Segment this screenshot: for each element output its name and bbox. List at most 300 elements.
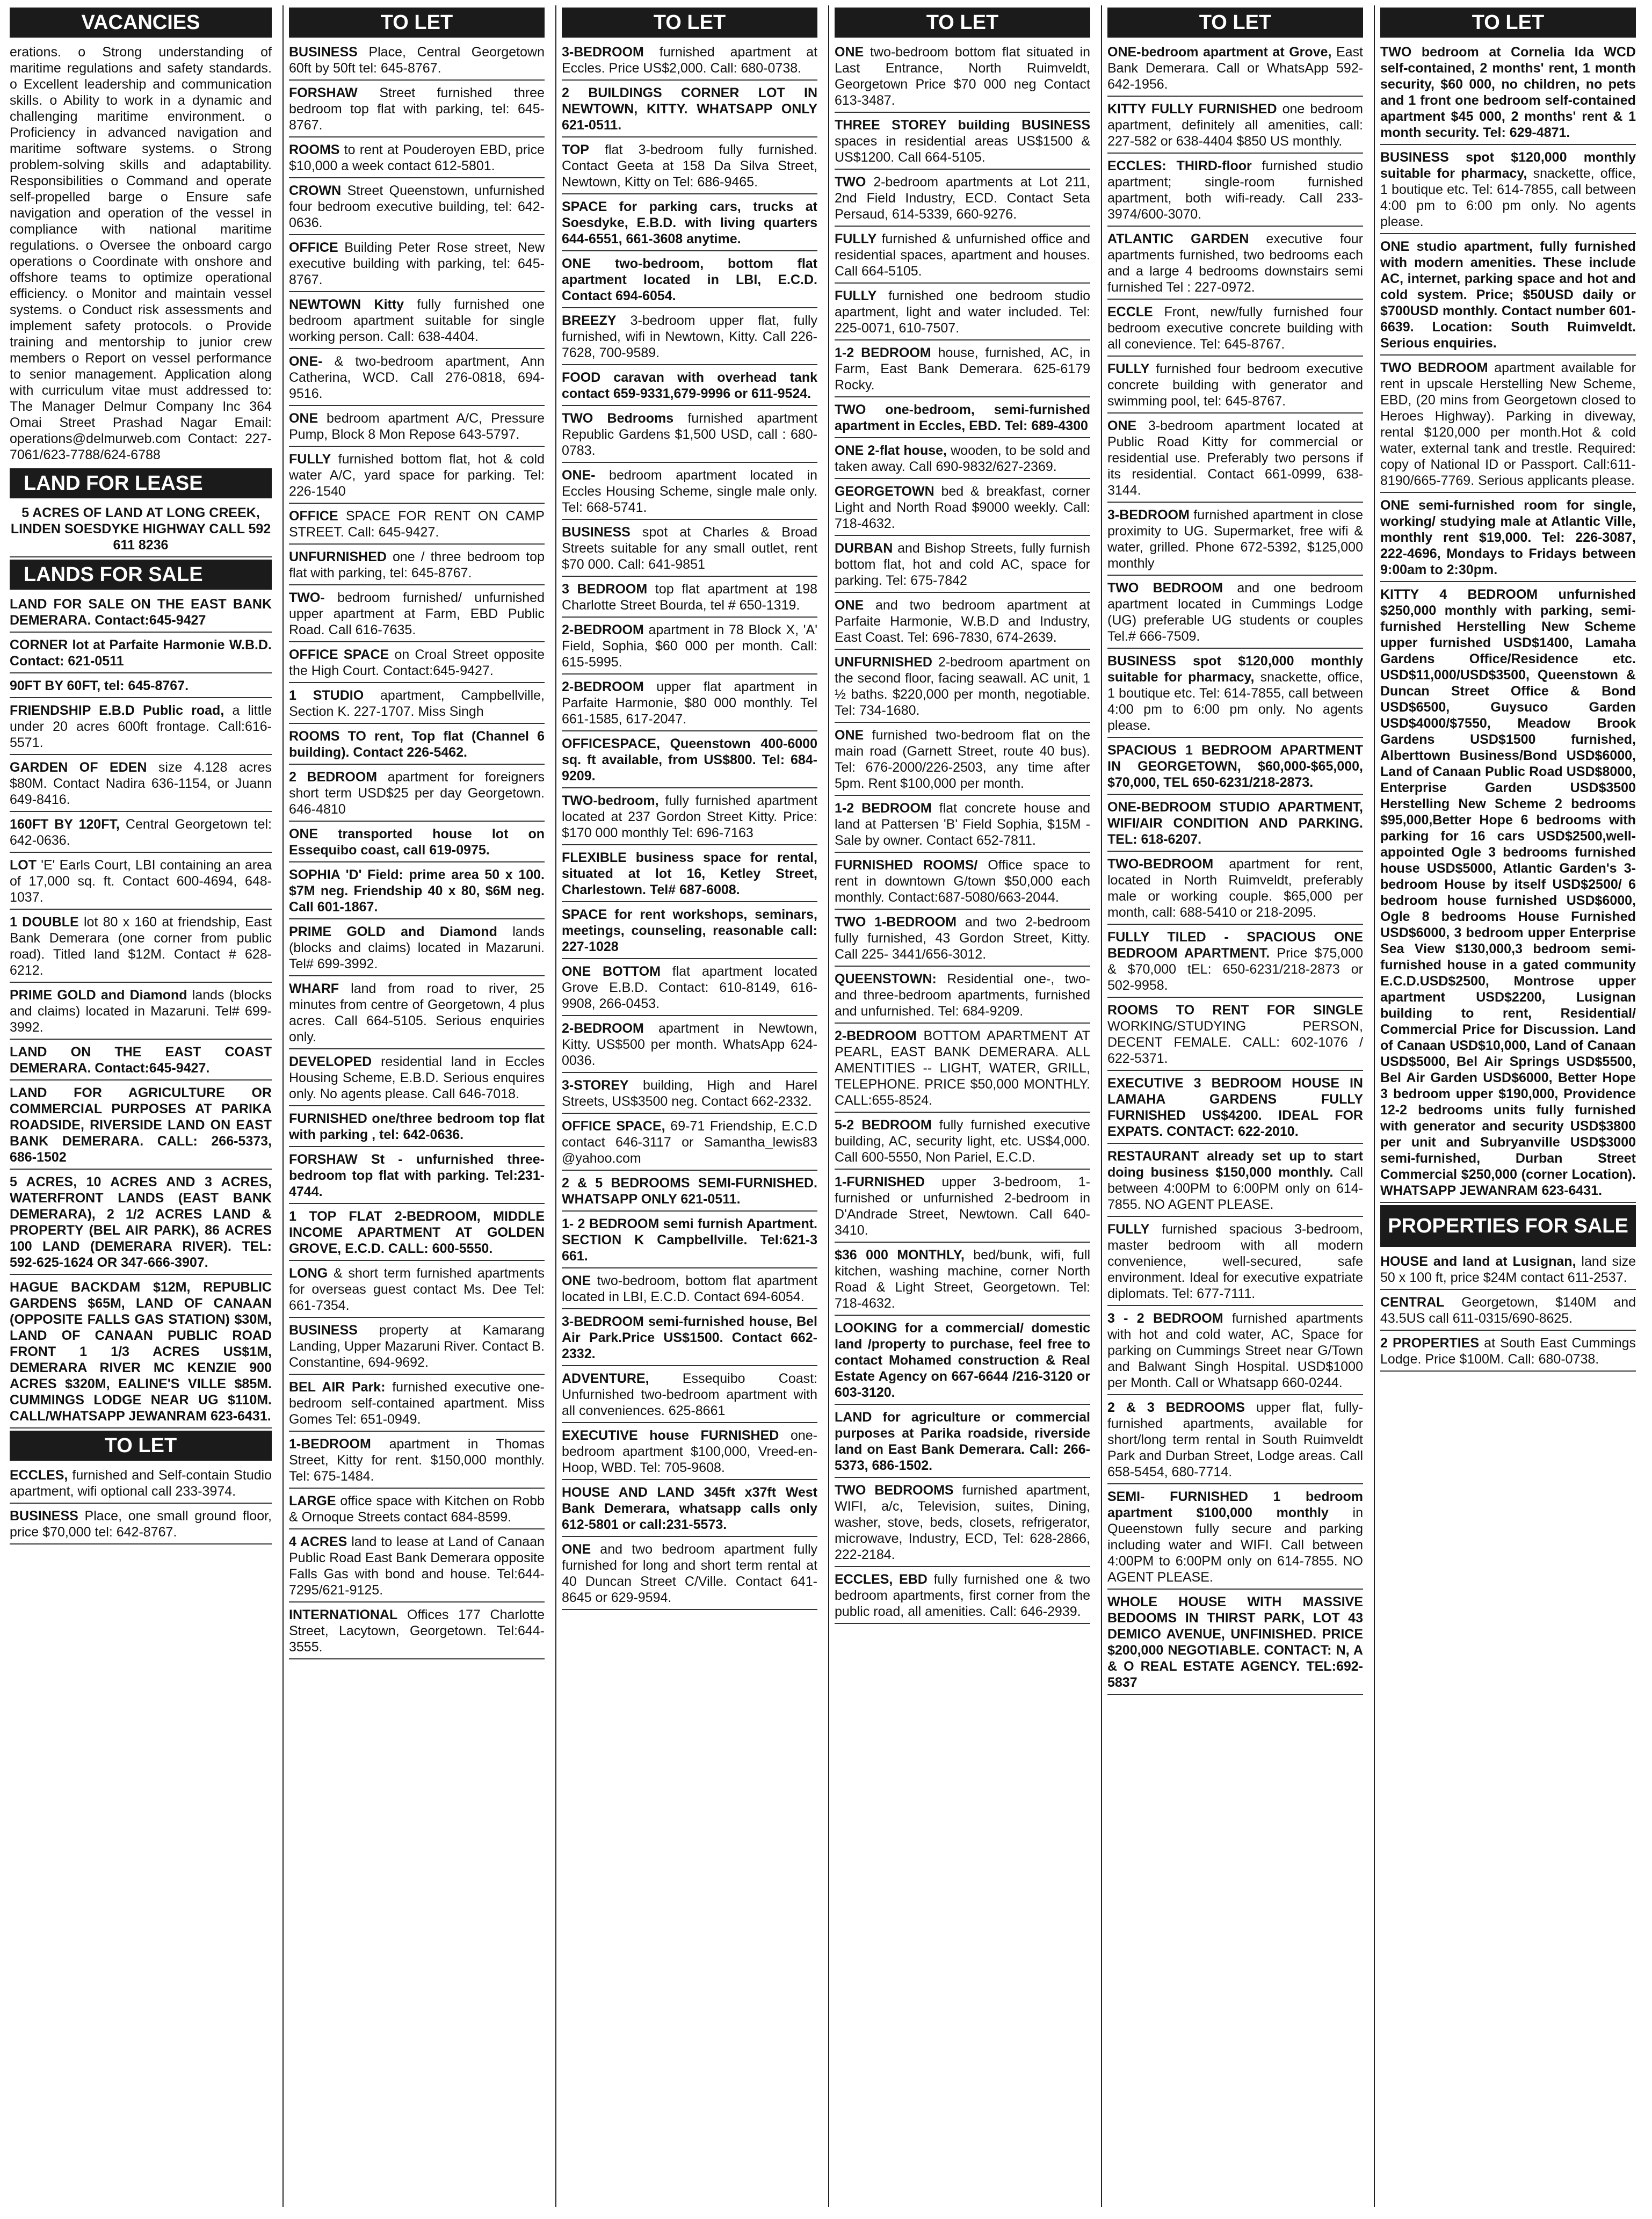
ad-lead: GEORGETOWN: [835, 484, 934, 499]
ad-lead: PRIME GOLD and Diamond: [289, 924, 497, 939]
ad-body: property at Kamarang Landing, Upper Mazaruni River. Contact B. Constantine, 694-9692.: [289, 1323, 545, 1370]
ad-body: HOUSE AND LAND 345ft x37ft West Bank Demerara, whatsapp calls only 612-5801 or call:231-5573.: [562, 1485, 817, 1532]
ad-body: on Croal Street opposite the High Court. Contact:645-9427.: [289, 647, 545, 678]
ad-body: Price $75,000 & $70,000 tEL: 650-6231/218-2873 or 502-9958.: [1107, 946, 1363, 993]
classified-ad: [10, 700, 272, 755]
ad-body: wooden, to be sold and taken away. Call 690-9832/627-2369.: [835, 443, 1090, 474]
classified-ad: [1107, 99, 1363, 154]
ad-body: BOTTOM APARTMENT AT PEARL, EAST BANK DEMERARA. ALL AMENTITIES -- LIGHT, WATER, GRILL, TELEPHONE. PRICE $50,000 MONTHLY. CALL:655-8524.: [835, 1028, 1090, 1108]
ad-lead: ONE-bedroom apartment at Grove,: [1107, 45, 1332, 60]
classified-ad: [1107, 1486, 1363, 1590]
ad-body: one bedroom apartment, definitely all amenities, call: 227-582 or 638-4404 $850 US monthly.: [1107, 101, 1364, 149]
classified-ad: [562, 253, 817, 308]
classified-ad: [10, 912, 272, 983]
ad-body: Central Georgetown tel: 642-0636.: [10, 817, 272, 848]
ad-lead: ONE-: [562, 468, 596, 483]
ad-body: ONE studio apartment, fully furnished with modern amenities. These include AC, internet, parking space and hot and cold system. Price; $50USD daily or $700USD monthly. Contact number 601-6639. Location: South Ruimveldt. Serious enquiries.: [1380, 239, 1636, 351]
classified-ad: [10, 814, 272, 853]
ad-body: 90FT BY 60FT, tel: 645-8767.: [10, 678, 189, 693]
ad-body: ONE transported house lot on Essequibo coast, call 619-0975.: [289, 826, 545, 858]
ad-body: erations. o Strong understanding of maritime regulations and safety standards. o Excellent leadership and communication skills. o Ability to work in a dynamic and challenging maritime environment. o Proficiency in advanced navigation and maritime software systems. o Strong problem-solving skills and adaptability. Responsibilities o Command and operate self-propelled barge o Ensure safe navigation and operation of the vessel in compliance with national maritime regulations. o Oversee the onboard cargo operations o Coordinate with onshore and offshore teams to optimize operational efficiency. o Monitor and maintain vessel systems. o Conduct risk assessments and implement safety protocols. o Provide training and mentorship to junior crew members o Report on vessel performance to senior management. Application along with curriculum vitae must addressed to: The Manager Delmur Company Inc 364 Omai Street Prashad Nagar Email: operations@delmurweb.com Contact: 227-7061/623-7788/624-6788: [10, 45, 272, 462]
classified-ad: [835, 652, 1090, 723]
classified-ad: [10, 855, 272, 910]
section-header: LANDS FOR SALE: [10, 560, 272, 590]
ad-body: bedroom apartment A/C, Pressure Pump, Block 8 Mon Repose 643-5797.: [289, 411, 545, 442]
ad-lead: KITTY FULLY FURNISHED: [1107, 101, 1277, 117]
classified-ad: [562, 1075, 817, 1114]
ad-body: apartment in Newtown, Kitty. US$500 per month. WhatsApp 624-0036.: [562, 1021, 817, 1068]
classified-ad: [835, 1569, 1090, 1624]
ad-body: ROOMS TO rent, Top flat (Channel 6 building). Contact 226-5462.: [289, 729, 545, 760]
ad-body: apartment for rent, located in North Ruimveldt, preferably male or working couple. $65,000 per month, call: 688-5410 or 218-2095.: [1107, 857, 1363, 920]
ad-lead: 2-BEDROOM: [562, 1021, 644, 1036]
ad-body: Place, Central Georgetown 60ft by 50ft tel: 645-8767.: [289, 45, 545, 76]
ad-lead: 2-BEDROOM: [562, 622, 644, 637]
classified-ad: [562, 579, 817, 618]
classified-ad: [835, 538, 1090, 593]
classified-ad: [835, 229, 1090, 284]
ad-lead: 3 BEDROOM: [562, 582, 648, 597]
classified-ad: [1380, 1333, 1636, 1372]
classified-ad: [289, 1149, 545, 1204]
ad-body: snackette, office, 1 boutique etc. Tel: 614-7855, call between 4:00 pm to 6:00 pm only. No agents please.: [1107, 670, 1363, 733]
classified-ad: [1107, 156, 1363, 227]
classified-ad: [1107, 854, 1363, 925]
ad-body: furnished one bedroom studio apartment, light and water included. Tel: 225-0071, 610-7507.: [835, 288, 1090, 336]
classified-ad: [1380, 1251, 1636, 1290]
ad-body: size 4.128 acres $80M. Contact Nadira 636-1154, or Juann 649-8416.: [10, 760, 272, 807]
classified-ad: [562, 140, 817, 194]
ad-lead: 3-BEDROOM: [562, 45, 644, 60]
classified-ad: [289, 237, 545, 292]
classified-ad: [10, 676, 272, 698]
ad-lead: ECCLES,: [10, 1468, 68, 1483]
classified-ad: [289, 449, 545, 504]
classified-ad: [289, 978, 545, 1049]
classified-ad: [1380, 42, 1636, 145]
ad-body: ONE two-bedroom, bottom flat apartment located in LBI, E.C.D. Contact 694-6054.: [562, 256, 817, 303]
classified-ad: [289, 1108, 545, 1147]
ad-body: Offices 177 Charlotte Street, Lacytown, Georgetown. Tel:644-3555.: [289, 1607, 545, 1655]
section-header: TO LET: [835, 8, 1090, 38]
classified-ad: [1380, 495, 1636, 582]
ad-lead: 160FT BY 120FT,: [10, 817, 120, 832]
ad-body: LAND for agriculture or commercial purposes at Parika roadside, riverside land on East Bank Demerara. Call: 266-5373, 686-1502.: [835, 1410, 1090, 1473]
classified-ad: [10, 42, 272, 466]
ad-body: fully furnished apartment located at 237 Gordon Street Kitty. Price: $170 000 monthly Tel: 696-7163: [562, 793, 817, 840]
classified-ad: [1107, 359, 1363, 414]
ad-body: TWO one-bedroom, semi-furnished apartment in Eccles, EBD. Tel: 689-4300: [835, 402, 1090, 433]
classified-ad: [289, 824, 545, 862]
ad-body: TWO bedroom at Cornelia Ida WCD self-contained, 2 months' rent, 1 month security, $60 000, no children, no pets and 1 front one bedroom self-contained apartment $45 000, 2 months' rent & 1 month security. Tel: 629-4871.: [1380, 45, 1636, 140]
ad-lead: TWO 1-BEDROOM: [835, 915, 957, 930]
classified-ad: [289, 1605, 545, 1659]
classified-ad: [835, 172, 1090, 227]
ad-lead: EXECUTIVE house FURNISHED: [562, 1428, 779, 1443]
ad-body: at South East Cummings Lodge. Price $100M. Call: 680-0738.: [1380, 1336, 1636, 1367]
ad-body: Front, new/fully furnished four bedroom executive concrete building with all conevience. Tel: 645-8767.: [1107, 304, 1363, 352]
ad-lead: ATLANTIC GARDEN: [1107, 231, 1249, 246]
ad-body: 69-71 Friendship, E.C.D contact 646-3117 or Samantha_lewis83 @yahoo.com: [562, 1119, 817, 1166]
classified-ad: [562, 1116, 817, 1171]
ad-lead: 2-BEDROOM: [835, 1028, 917, 1043]
ad-body: 1- 2 BEDROOM semi furnish Apartment. SECTION K Campbellville. Tel:621-3 661.: [562, 1216, 817, 1264]
ad-body: East Bank Demerara. Call or WhatsApp 592-642-1956.: [1107, 45, 1363, 92]
ad-body: EXECUTIVE 3 BEDROOM HOUSE IN LAMAHA GARDENS FULLY FURNISHED US$4200. IDEAL FOR EXPATS. CONTACT: 622-2010.: [1107, 1076, 1363, 1139]
column-4: [828, 5, 1096, 2207]
ad-lead: 3-BEDROOM: [1107, 507, 1190, 523]
ad-body: residential land in Eccles Housing Scheme, E.B.D. Serious enquires only. No agents please. Call 646-7018.: [289, 1054, 545, 1101]
ad-body: lands (blocks and claims) located in Mazaruni. Tel# 699-3992.: [289, 924, 545, 971]
ad-lead: BUSINESS spot $120,000 monthly suitable for pharmacy,: [1107, 654, 1363, 685]
classified-ad: [10, 1172, 272, 1275]
classified-ad: [1107, 740, 1363, 795]
ad-body: furnished and Self-contain Studio apartment, wifi optional call 233-3974.: [10, 1468, 272, 1499]
ad-lead: 1-BEDROOM: [289, 1437, 371, 1452]
ad-lead: LONG: [289, 1266, 328, 1281]
ad-lead: TWO BEDROOM: [1380, 360, 1488, 375]
ad-lead: TWO-bedroom,: [562, 793, 659, 808]
classified-ad: [1107, 1000, 1363, 1071]
ad-lead: 2-BEDROOM: [562, 679, 644, 694]
ad-lead: ONE: [835, 45, 864, 60]
ad-lead: BUSINESS: [289, 1323, 358, 1338]
ad-body: SPACIOUS 1 BEDROOM APARTMENT IN GEORGETOWN, $60,000-$65,000, $70,000, TEL 650-6231/218-2873.: [1107, 743, 1363, 790]
ad-body: to rent at Pouderoyen EBD, price $10,000 a week contact 612-5801.: [289, 142, 545, 173]
ad-body: snackette, office, 1 boutique etc. Tel: 614-7855, call between 4:00 pm to 6:00 pm only. No agents please.: [1380, 166, 1636, 229]
ad-body: two-bedroom bottom flat situated in Last Entrance, North Ruimveldt, Georgetown Price $70 000 neg Contact 613-3487.: [835, 45, 1090, 108]
ad-lead: HOUSE and land at Lusignan,: [1380, 1254, 1576, 1269]
ad-body: apartment for foreigners short term USD$25 per day Georgetown. 646-4810: [289, 770, 545, 817]
ad-body: and two bedroom apartment at Parfaite Harmonie, W.B.D and Industry, East Coast. Tel: 696-7830, 674-2639.: [835, 598, 1090, 645]
classified-ad: [835, 969, 1090, 1024]
ad-lead: BUSINESS: [562, 525, 631, 540]
ad-body: WORKING/STUDYING PERSON, DECENT FEMALE. CALL: 602-1076 / 622-5371.: [1107, 1019, 1363, 1066]
ad-body: 2 & 5 BEDROOMS SEMI-FURNISHED. WHATSAPP ONLY 621-0511.: [562, 1176, 817, 1207]
ad-body: FORSHAW St - unfurnished three-bedroom top flat with parking. Tel:231-4744.: [289, 1152, 545, 1199]
ad-lead: ECCLE: [1107, 304, 1153, 320]
ad-body: upper flat, fully-furnished apartments, available for short/long term rental in South Ruimveldt Park and Durban Street, Lodge areas. Call 658-5454, 680-7714.: [1107, 1400, 1363, 1480]
ad-lead: 1-2 BEDROOM: [835, 345, 931, 360]
ad-body: spaces in residential areas US$1500 & US$1200. Call 664-5105.: [835, 134, 1090, 165]
ad-body: LOOKING for a commercial/ domestic land /property to purchase, feel free to contact Mohamed construction & Real Estate Agency on 667-6644 /216-3120 or 603-3120.: [835, 1321, 1090, 1400]
ad-body: furnished apartment at Eccles. Price US$2,000. Call: 680-0738.: [562, 45, 817, 76]
classified-ad: [562, 847, 817, 902]
ad-lead: 1 DOUBLE: [10, 915, 79, 930]
classified-ad: [835, 798, 1090, 853]
ad-body: land size 50 x 100 ft, price $24M contact 611-2537.: [1380, 1254, 1636, 1285]
classified-ad: [10, 503, 272, 557]
ad-lead: OFFICE: [289, 509, 338, 524]
classified-ad: [289, 726, 545, 765]
ad-body: 3-BEDROOM semi-furnished house, Bel Air Park.Price US$1500. Contact 662-2332.: [562, 1314, 817, 1361]
classified-ad: [10, 594, 272, 633]
ad-body: FLEXIBLE business space for rental, situated at lot 16, Ketley Street, Charlestown. Tel# 687-6008.: [562, 850, 817, 897]
ad-lead: 2 & 3 BEDROOMS: [1107, 1400, 1245, 1415]
ad-body: SPACE for parking cars, trucks at Soesdyke, E.B.D. with living quarters 644-6551, 661-3608 anytime.: [562, 199, 817, 246]
classified-ad: [1380, 584, 1636, 1203]
ad-lead: LARGE: [289, 1493, 336, 1509]
ad-body: apartment available for rent in upscale Herstelling New Scheme, EBD, (20 mins from Georgetown closed to Heroes Highway). Parking in diveway, rental $120,000 per month.Hot & cold water, external tank and trestle. Required: copy of National ID or Passport. Call:611-8190/665-7769. Serious applicants please.: [1380, 360, 1636, 488]
ad-lead: ONE: [289, 411, 318, 426]
classified-ad: [835, 1172, 1090, 1243]
ad-lead: RESTAURANT already set up to start doing business $150,000 monthly.: [1107, 1149, 1363, 1180]
ad-lead: OFFICE SPACE: [289, 647, 389, 662]
ad-lead: CENTRAL: [1380, 1295, 1445, 1310]
ad-lead: FULLY: [835, 288, 877, 303]
section-header: TO LET: [1380, 8, 1636, 38]
ad-body: FURNISHED one/three bedroom top flat with parking , tel: 642-0636.: [289, 1111, 545, 1142]
ad-lead: OFFICE: [289, 240, 338, 255]
classified-ad: [562, 367, 817, 406]
ad-body: Street furnished three bedroom top flat with parking, tel: 645-8767.: [289, 85, 545, 133]
ad-body: house, furnished, AC, in Farm, East Bank Demerara. 625-6179 Rocky.: [835, 345, 1090, 393]
classified-ad: [562, 791, 817, 845]
ad-body: ONE-BEDROOM STUDIO APARTMENT, WIFI/AIR CONDITION AND PARKING. TEL: 618-6207.: [1107, 800, 1363, 847]
ad-lead: BEL AIR Park:: [289, 1380, 386, 1395]
classified-ad: [289, 294, 545, 349]
classified-ad: [562, 961, 817, 1016]
ad-body: office space with Kitchen on Robb & Ornoque Streets contact 684-8599.: [289, 1493, 545, 1525]
classified-ad: [835, 115, 1090, 170]
ad-body: fully furnished executive building, AC, security light, etc. US$4,000. Call 600-5550, Non Pariel, E.C.D.: [835, 1118, 1090, 1165]
classified-ad: [562, 408, 817, 463]
classified-ad: [562, 620, 817, 675]
ad-body: furnished spacious 3-bedroom, master bedroom with all modern convenience, well-secured, safe environment. Ideal for executive expatriate diplomats. Tel: 677-7111.: [1107, 1222, 1363, 1301]
section-header: VACANCIES: [10, 8, 272, 38]
classified-ad: [1107, 797, 1363, 852]
ad-lead: 1 STUDIO: [289, 688, 364, 703]
ad-body: apartment in Thomas Street, Kitty for rent. $150,000 monthly. Tel: 675-1484.: [289, 1437, 545, 1484]
ad-body: furnished two-bedroom flat on the main road (Garnett Street, route 40 bus). Tel: 676-2000/226-2503, any time after 5pm. Rent $100,000 per month.: [835, 728, 1090, 791]
ad-lead: TWO BEDROOM: [1107, 581, 1223, 596]
ad-body: furnished four bedroom executive concrete building with generator and swimming pool, tel: 645-8767.: [1107, 361, 1363, 409]
ad-lead: ONE: [1107, 418, 1137, 433]
ad-lead: THREE STOREY building BUSINESS: [835, 118, 1090, 133]
classified-ad: [289, 1377, 545, 1432]
ad-lead: OFFICE SPACE,: [562, 1119, 665, 1134]
ad-body: 5 ACRES OF LAND AT LONG CREEK, LINDEN SOESDYKE HIGHWAY CALL 592 611 8236: [10, 505, 271, 553]
ad-body: bed/bunk, wifi, full kitchen, washing machine, corner North Road & Light Street, Georgetown. Tel: 718-4632.: [835, 1248, 1090, 1311]
classified-ad: [1380, 147, 1636, 234]
ad-body: 3-bedroom upper flat, fully furnished, wifi in Newtown, Kitty. Call 226-7628, 700-9589.: [562, 313, 817, 360]
ad-body: apartment, Campbellville, Section K. 227-1707. Miss Singh: [289, 688, 545, 719]
classified-ad: [10, 1277, 272, 1428]
ad-lead: FULLY: [289, 452, 331, 467]
ad-lead: 1-2 BEDROOM: [835, 801, 932, 816]
classified-ad: [289, 547, 545, 585]
ad-body: executive four apartments furnished, two bedrooms each and a large 4 bedrooms downstairs semi furnished Tel : 227-0972.: [1107, 231, 1363, 295]
ad-lead: 3 - 2 BEDROOM: [1107, 1311, 1223, 1326]
ad-body: furnished apartment, WIFI, a/c, Television, suites, Dining, washer, stove, beds, closets, refrigerator, microwave, Industry, ECD, Tel: 628-2866, 222-2184.: [835, 1483, 1090, 1562]
ad-body: Georgetown, $140M and 43.5US call 611-0315/690-8625.: [1380, 1295, 1636, 1326]
classified-ad: [562, 83, 817, 137]
ad-body: 2-bedroom apartments at Lot 211, 2nd Field Industry, ECD. Contact Seta Persaud, 614-5339, 660-9276.: [835, 175, 1090, 222]
classified-ad: [289, 685, 545, 724]
classified-ad: [1107, 1397, 1363, 1484]
ad-lead: NEWTOWN Kitty: [289, 297, 404, 312]
classified-ad: [835, 1115, 1090, 1170]
classified-ad: [289, 1320, 545, 1375]
classified-ad: [289, 408, 545, 447]
ad-lead: 5-2 BEDROOM: [835, 1118, 932, 1133]
ad-lead: 4 ACRES: [289, 1534, 347, 1549]
ad-lead: 1-FURNISHED: [835, 1174, 925, 1190]
ad-lead: FULLY TILED - SPACIOUS ONE BEDROOM APARTMENT.: [1107, 930, 1363, 961]
ad-lead: ECCLES: THIRD-floor: [1107, 158, 1252, 173]
column-6: [1374, 5, 1641, 2207]
ad-lead: BUSINESS: [289, 45, 358, 60]
section-header: TO LET: [562, 8, 817, 38]
classified-ad: [1107, 302, 1363, 357]
classified-ad: [1107, 651, 1363, 738]
ad-lead: ADVENTURE,: [562, 1371, 649, 1386]
ad-body: top flat apartment at 198 Charlotte Street Bourda, tel # 650-1319.: [562, 582, 817, 613]
classified-ad: [835, 343, 1090, 397]
ad-body: & two-bedroom apartment, Ann Catherina, WCD. Call 276-0818, 694-9516.: [289, 354, 545, 401]
ad-lead: TOP: [562, 142, 589, 157]
ad-body: 2-bedroom apartment on the second floor, facing seawall. AC unit, 1 ½ baths. $220,000 per month, negotiable. Tel: 734-1680.: [835, 655, 1090, 718]
ad-body: Office space to rent in downtown G/town $50,000 each monthly. Contact:687-5080/663-2044.: [835, 858, 1090, 905]
ad-body: lot at Parfaite Harmonie W.B.D. Contact: 621-0511: [10, 637, 272, 669]
ad-lead: LOT: [10, 858, 37, 873]
ad-body: lands (blocks and claims) located in Mazaruni. Tel# 699-3992.: [10, 988, 272, 1035]
classified-ad: [1107, 578, 1363, 649]
classified-ad: [835, 286, 1090, 340]
classified-ad: [835, 440, 1090, 479]
classified-ad: [289, 644, 545, 683]
ad-body: WHOLE HOUSE WITH MASSIVE BEDOOMS IN THIRST PARK, LOT 43 DEMICO AVENUE, UNFINISHED. PRICE $200,000 NEGOTIABLE. CONTACT: N, A & O REAL ESTATE AGENCY. TEL:692-5837: [1107, 1594, 1363, 1690]
classified-ad: [1107, 42, 1363, 97]
ad-lead: WHARF: [289, 981, 339, 996]
classified-ad: [835, 912, 1090, 967]
ad-lead: ONE: [562, 1273, 591, 1288]
classified-ad: [835, 481, 1090, 536]
classified-ad: [289, 767, 545, 822]
classified-ad: [562, 1214, 817, 1268]
classified-ad: [10, 1506, 272, 1544]
ad-body: furnished apartments with hot and cold water, AC, Space for parking on Cummings Street near G/Town and Balwant Singh Hospital. USD$1000 per Month. Call or Whatsapp 660-0244.: [1107, 1311, 1363, 1390]
ad-lead: FURNISHED ROOMS/: [835, 858, 978, 873]
ad-body: upper flat apartment in Parfaite Harmonie, $80 000 monthly. Tel 661-1585, 617-2047.: [562, 679, 817, 727]
classified-ad: [835, 855, 1090, 910]
classified-ad: [10, 1465, 272, 1504]
ad-lead: INTERNATIONAL: [289, 1607, 398, 1622]
ad-body: flat apartment located Grove E.B.D. Contact: 610-8149, 616-9908, 266-0453.: [562, 964, 818, 1011]
ad-body: two-bedroom, bottom flat apartment located in LBI, E.C.D. Contact 694-6054.: [562, 1273, 817, 1304]
classified-ad: [1107, 927, 1363, 998]
ad-lead: DURBAN: [835, 541, 893, 556]
ad-body: FOOD caravan with overhead tank contact 659-9331,679-9996 or 611-9524.: [562, 370, 817, 401]
ad-body: ONE semi-furnished room for single, working/ studying male at Atlantic Ville, monthly rent $19,000. Tel: 226-3087, 222-4696, Mondays to Fridays between 9:00am to 2:30pm.: [1380, 498, 1636, 577]
ad-lead: TWO: [835, 175, 866, 190]
ad-body: OFFICESPACE, Queenstown 400-6000 sq. ft available, from US$800. Tel: 684-9209.: [562, 736, 817, 784]
ad-lead: GARDEN OF EDEN: [10, 760, 147, 775]
ad-body: furnished studio apartment; single-room furnished apartment, both wifi-ready. Call 233-3974/600-3070.: [1107, 158, 1363, 222]
ad-body: land to lease at Land of Canaan Public Road East Bank Demerara opposite Falls Gas with bond and house. Tel:644-7295/621-9125.: [289, 1534, 545, 1598]
classified-ad: [10, 1042, 272, 1081]
ad-body: HAGUE BACKDAM $12M, REPUBLIC GARDENS $65M, LAND OF CANAAN (OPPOSITE FALLS GAS STATION) $30M, LAND OF CANAAN PUBLIC ROAD FRONT 1 1/3 ACRES US$1M, DEMERARA RIVER MC KENZIE 900 ACRES $320M, EALINE'S VILLE $85M. CUMMINGS LODGE NEAR UG $110M. CALL/WHATSAPP JEWANRAM 623-6431.: [10, 1280, 272, 1424]
ad-lead: UNFURNISHED: [835, 655, 932, 670]
classified-ad: [289, 1491, 545, 1529]
ad-lead: ONE: [835, 728, 864, 743]
ad-lead: ONE-: [289, 354, 323, 369]
classified-ad: [289, 180, 545, 235]
classified-ad: [562, 1482, 817, 1537]
classified-ad: [835, 1318, 1090, 1405]
ad-body: and one bedroom apartment located in Cummings Lodge (UG) preferable UG students or couples Tel.# 666-7509.: [1107, 581, 1363, 644]
classified-ad: [1107, 1308, 1363, 1395]
ad-body: bedroom furnished/ unfurnished upper apartment at Farm, EBD Public Road. Call 616-7635.: [289, 590, 545, 637]
ad-body: 5 ACRES, 10 ACRES AND 3 ACRES, WATERFRONT LANDS (EAST BANK DEMERARA), 2 1/2 ACRES LAND & PROPERTY (BEL AIR PARK), 86 ACRES 100 LAND (DEMERARA RIVER). TEL: 592-625-1624 OR 347-666-3907.: [10, 1174, 272, 1270]
ad-body: fully furnished one & two bedroom apartments, first corner from the public road, all amenities. Call: 646-2939.: [835, 1572, 1090, 1619]
ad-lead: TWO-BEDROOM: [1107, 857, 1214, 872]
column-2: [282, 5, 550, 2207]
ad-body: & short term furnished apartments for overseas guest contact Ms. Dee Tel: 661-7354.: [289, 1266, 545, 1313]
ad-body: furnished bottom flat, hot & cold water A/C, yard space for parking. Tel: 226-1540: [289, 452, 545, 499]
ad-lead: ROOMS TO RENT FOR SINGLE: [1107, 1003, 1363, 1018]
section-header: TO LET: [289, 8, 545, 38]
classified-ad: [10, 757, 272, 812]
section-header: TO LET: [10, 1431, 272, 1461]
classifieds-page: [10, 5, 1642, 2207]
ad-body: Street Queenstown, unfurnished four bedroom executive building, tel: 642-0636.: [289, 183, 545, 230]
classified-ad: [289, 1532, 545, 1602]
ad-body: a little under 20 acres 600ft frontage. Call:616-5571.: [10, 703, 272, 750]
classified-ad: [562, 677, 817, 731]
classified-ad: [289, 83, 545, 137]
column-3: [555, 5, 823, 2207]
ad-body: 'E' Earls Court, LBI containing an area of 17,000 sq. ft. Contact 600-4694, 648-1037.: [10, 858, 272, 905]
ad-body: furnished apartment in close proximity to UG. Supermarket, free wifi & water, grilled. Phone 672-5392, $125,000 monthly: [1107, 507, 1363, 571]
ad-body: upper 3-bedroom, 1-furnished or unfurnished 2-bedroom in D'Andrade Street, Newtown. Call 640-3410.: [835, 1174, 1091, 1238]
ad-lead: ONE BOTTOM: [562, 964, 661, 979]
ad-lead: ONE 2-flat house,: [835, 443, 947, 458]
classified-ad: [289, 922, 545, 976]
classified-ad: [562, 197, 817, 251]
ad-lead: 3-STOREY: [562, 1078, 629, 1093]
ad-body: in Queenstown fully secure and parking including water and WIFI. Call between 4:00PM to 6:00PM only on 614-7855. NO AGENT PLEASE.: [1107, 1505, 1363, 1585]
classified-ad: [835, 1245, 1090, 1316]
classified-ad: [289, 1052, 545, 1106]
classified-ad: [1107, 229, 1363, 300]
ad-body: Call between 4:00PM to 6:00PM only on 614-7855. NO AGENT PLEASE.: [1107, 1165, 1363, 1212]
classified-ad: [10, 1083, 272, 1170]
ad-body: LAND FOR AGRICULTURE OR COMMERCIAL PURPOSES AT PARIKA ROADSIDE, RIVERSIDE LAND ON EAST BANK DEMERARA. CALL: 266-5373, 686-1502: [10, 1085, 272, 1165]
ad-body: lot 80 x 160 at friendship, East Bank Demerara (one corner from public road). Titled land $12M. Contact # 628-6212.: [10, 915, 272, 978]
classified-ad: [562, 522, 817, 577]
ad-body: SPACE for rent workshops, seminars, meetings, counseling, reasonable call: 227-1028: [562, 907, 817, 954]
section-header: PROPERTIES FOR SALE: [1380, 1205, 1636, 1247]
ad-body: 1 TOP FLAT 2-BEDROOM, MIDDLE INCOME APARTMENT AT GOLDEN GROVE, E.C.D. CALL: 600-5550.: [289, 1209, 545, 1256]
classified-ad: [289, 1263, 545, 1318]
classified-ad: [562, 1173, 817, 1212]
ad-body: and Bishop Streets, fully furnish bottom flat, hot and cold AC, space for parking. Tel: 675-7842: [835, 541, 1090, 588]
classified-ad: [562, 465, 817, 520]
ad-body: land from road to river, 25 minutes from centre of Georgetown, 4 plus acres. Call 664-5105. Serious enquiries only.: [289, 981, 545, 1045]
classified-ad: [289, 506, 545, 545]
classified-ad: [562, 310, 817, 365]
classified-ad: [835, 1407, 1090, 1478]
ad-body: KITTY 4 BEDROOM unfurnished $250,000 monthly with parking, semi-furnished Herstelling New Scheme upper furnished USD$1400, Lamaha Gardens Office/Residence etc. USD$11,000/USD$3500, Queenstown & Duncan Street Office & Bond USD$6500, Guysuco Garden USD$4000/$7550, Meadow Brook Gardens USD$1500 furnished, Alberttown Business/Bond USD$6000, Land of Canaan Public Road USD$8000, Enterprise Garden USD$3500 Herstelling New Scheme 2 bedrooms $95,000,Better Hope 6 bedrooms with parking for 16 cars USD$2500,well-appointed Ogle 3 bedrooms furnished house USD$5000, Atlantic Garden's 3-bedroom House by itself USD$2500/ 6 bedroom house furnished USD$6000, Ogle 8 bedrooms House Furnished USD$6000, 3 bedroom upper Enterprise Sea View $130,000,3 bedroom semi-furnished house in a gated community E.C.D.USD$2500, Montrose upper apartment USD$2200, Lusignan building to rent, Residential/ Commercial Price for Discussion. Land of Canaan USD$10,000, Land of Canaan USD$5000, Bel Air Springs USD$5500, Bel Air Garden USD$6000, Better Hope 3 bedroom upper $190,000, Providence 12-2 bedrooms units fully furnished with generator and security USD$3800 per unit and Subryanville USD$3000 semi-furnished, Durban Street Commercial $250,000 (corner Location). WHATSAPP JEWANRAM 623-6431.: [1380, 587, 1636, 1198]
classified-ad: [289, 42, 545, 81]
classified-ad: [1380, 236, 1636, 356]
ad-lead: FULLY: [1107, 1222, 1150, 1237]
ad-body: building, High and Harel Streets, US$3500 neg. Contact 662-2332.: [562, 1078, 817, 1109]
ad-body: bed & breakfast, corner Light and North Road $9000 weekly. Call: 718-4632.: [835, 484, 1090, 531]
ad-body: Building Peter Rose street, New executive building with parking, tel: 645-8767.: [289, 240, 545, 287]
ad-lead: BUSINESS: [10, 1509, 78, 1524]
